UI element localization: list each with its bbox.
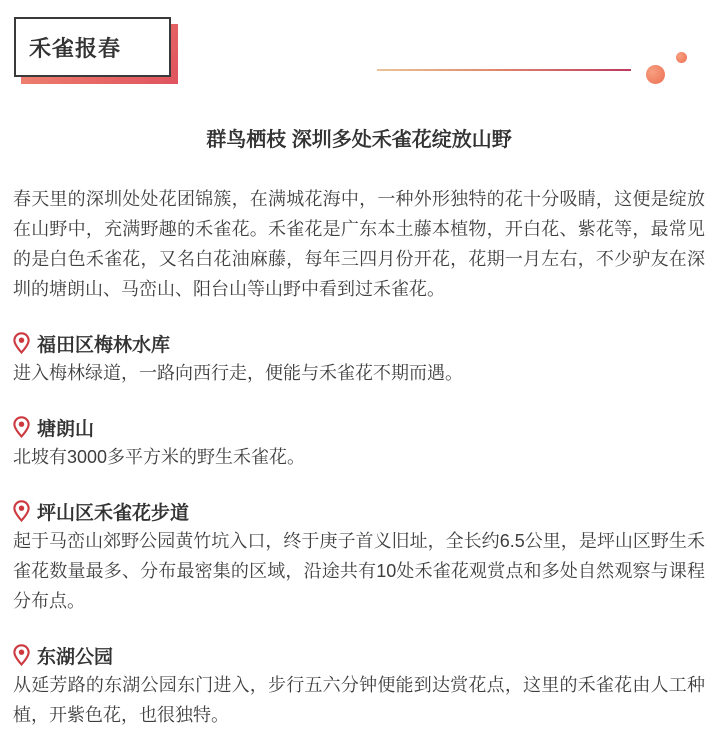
section-title: 坪山区禾雀花步道: [37, 502, 190, 524]
section-heading: [13, 498, 705, 524]
location-section: [13, 330, 705, 388]
badge-label: 禾雀报春: [29, 35, 122, 61]
section-heading: [13, 642, 705, 668]
page-header: [0, 0, 718, 110]
section-body: 进入梅林绿道，一路向西行走，便能与禾雀花不期而遇。: [13, 363, 463, 383]
decorative-line: [377, 69, 631, 71]
section-body: 从延芳路的东湖公园东门进入，步行五六分钟便能到达赏花点，这里的禾雀花由人工种植，开紫色花，也很独特。: [13, 675, 705, 725]
location-pin-icon: [13, 416, 30, 438]
decorative-circle-large: [646, 65, 665, 84]
location-section: [13, 642, 705, 730]
section-body: 起于马峦山郊野公园黄竹坑入口，终于庚子首义旧址，全长约6.5公里，是坪山区野生禾雀花数量最多、分布最密集的区域，沿途共有10处禾雀花观赏点和多处自然观察与课程分布点。: [13, 531, 705, 611]
decorative-circle-small: [676, 52, 687, 63]
location-pin-icon: [13, 500, 30, 522]
section-title: 福田区梅林水库: [37, 334, 171, 356]
section-title: 东湖公园: [37, 646, 114, 668]
location-section: [13, 414, 705, 472]
article-title: 群鸟栖枝 深圳多处禾雀花绽放山野: [206, 129, 512, 151]
location-section: [13, 498, 705, 616]
location-pin-icon: [13, 644, 30, 666]
article: [0, 126, 718, 730]
location-pin-icon: [13, 332, 30, 354]
badge: [14, 17, 171, 77]
section-title: 塘朗山: [37, 418, 95, 440]
section-body: 北坡有3000多平方米的野生禾雀花。: [13, 447, 306, 467]
section-heading: [13, 330, 705, 356]
section-heading: [13, 414, 705, 440]
article-intro: 春天里的深圳处处花团锦簇，在满城花海中，一种外形独特的花十分吸睛，这便是绽放在山野中，充满野趣的禾雀花。禾雀花是广东本土藤本植物，开白花、紫花等，最常见的是白色禾雀花，又名白花油麻藤，每年三四月份开花，花期一月左右，不少驴友在深圳的塘朗山、马峦山、阳台山等山野中看到过禾雀花。: [13, 189, 705, 299]
